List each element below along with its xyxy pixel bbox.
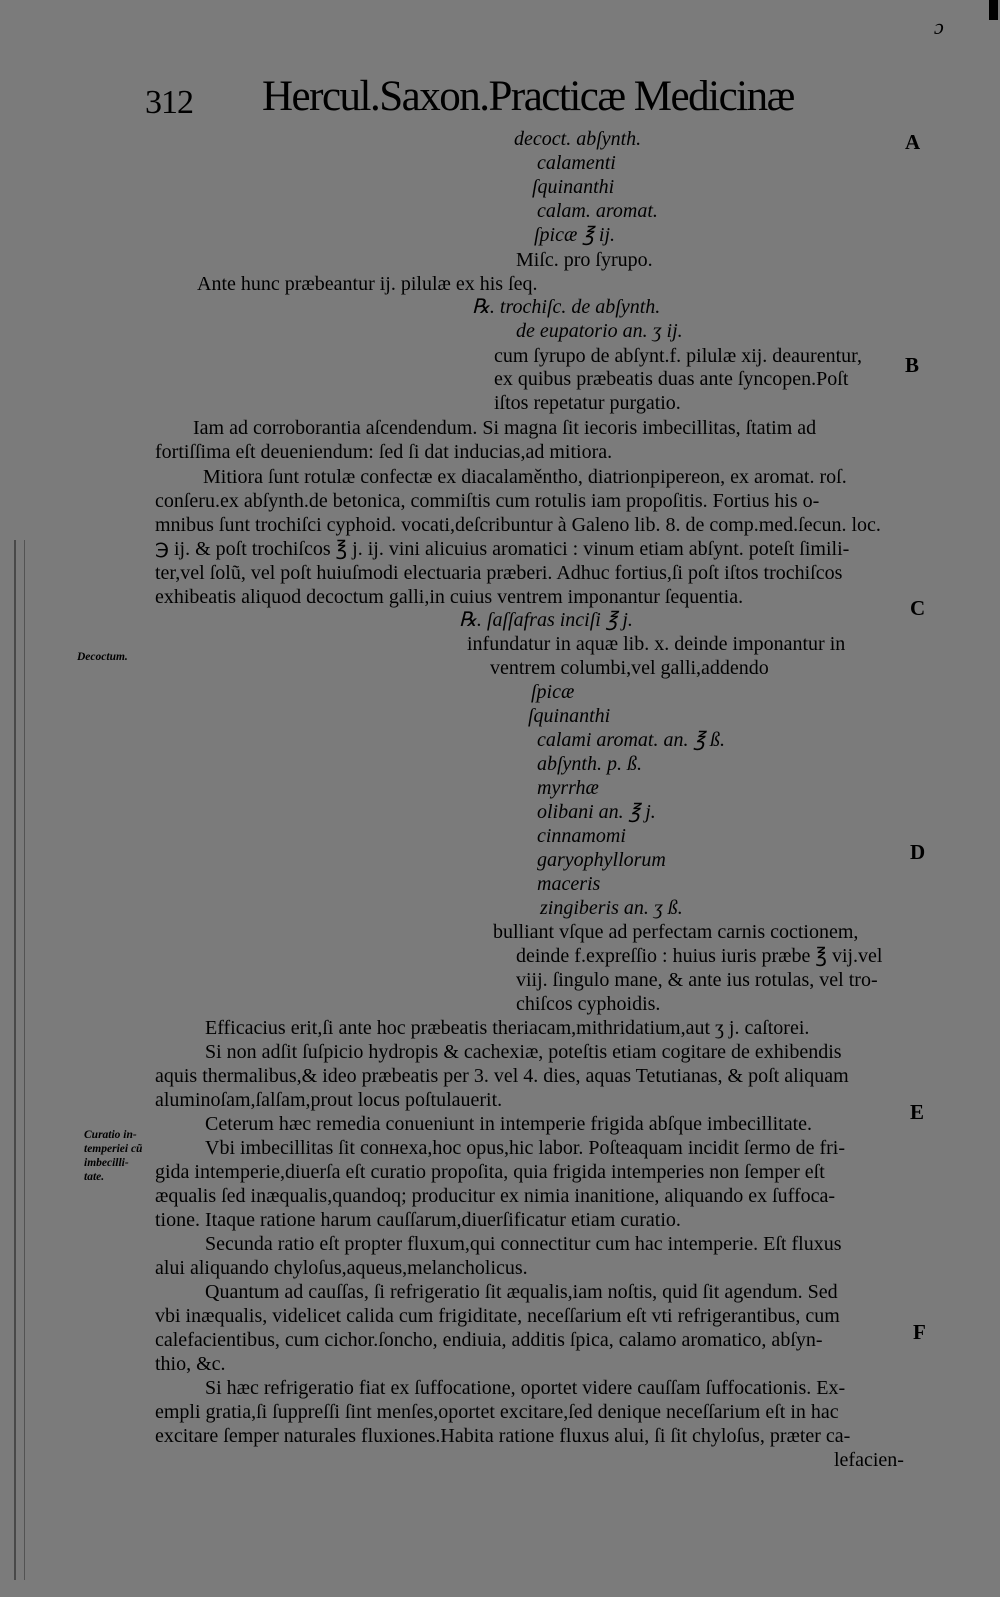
page-corner-edge (989, 0, 998, 20)
text-line: ventrem columbi,vel galli,addendo (490, 657, 769, 679)
text-line: cum ſyrupo de abſynt.f. pilulæ xij. deaurentur, (494, 345, 863, 367)
text-line: thio, &c. (155, 1353, 226, 1375)
text-line: de eupatorio an. ʒ ij. (516, 320, 683, 342)
text-line: empli gratia,ſi ſuppreſſi ſint menſes,oportet excitare,ſed denique neceſſarium eſt in hac (155, 1401, 839, 1423)
text-line: Miſc. pro ſyrupo. (516, 249, 653, 271)
text-line: ℞. trochiſc. de abſynth. (472, 296, 661, 318)
text-line: aluminoſam,ſalſam,prout locus poſtulauerit. (155, 1089, 503, 1111)
running-head: Hercul.Saxon.Practicæ Medicinæ (262, 73, 794, 120)
text-line: ſpicæ ℥ ij. (534, 224, 615, 246)
text-line: Secunda ratio eſt propter fluxum,qui connectitur cum hac intemperie. Eſt fluxus (205, 1233, 842, 1255)
text-line: lefacien- (834, 1449, 904, 1471)
text-line: iſtos repetatur purgatio. (494, 392, 681, 414)
text-line: Iam ad corroborantia aſcendendum. Si magna ſit iecoris imbecillitas, ſtatim ad (193, 417, 817, 439)
text-line: ex quibus præbeatis duas ante ſyncopen.Poſt (494, 368, 849, 390)
section-letter-b: B (905, 353, 920, 377)
text-line: Si non adſit ſuſpicio hydropis & cachexiæ, poteſtis etiam cogitare de exhibendis (205, 1041, 842, 1063)
section-letter-a: A (905, 130, 921, 154)
text-line: excitare ſemper naturales fluxiones.Habita ratione fluxus alui, ſi ſit chyloſus, præter ca- (155, 1425, 851, 1447)
text-line: calam. aromat. (537, 200, 658, 222)
text-line: alui aliquando chyloſus,aqueus,melancholicus. (155, 1257, 528, 1279)
page-binding-edge (14, 540, 25, 1580)
margin-note-curatio-2: temperiei cũ (84, 1143, 143, 1155)
text-line: ℞. ſaſſafras inciſi ℥ j. (459, 609, 633, 631)
section-letter-f: F (913, 1320, 926, 1344)
text-line: bulliant vſque ad perfectam carnis coctionem, (493, 921, 859, 943)
margin-note-curatio-3: imbecilli- (84, 1157, 129, 1169)
text-line: aquis thermalibus,& ideo præbeatis per 3. vel 4. dies, aquas Tetutianas, & poſt aliquam (155, 1065, 849, 1087)
text-line: maceris (537, 873, 601, 895)
text-line: olibani an. ℥ j. (537, 801, 656, 823)
text-line: abſynth. p. ß. (537, 753, 642, 775)
text-line: fortiſſima eſt deueniendum: ſed ſi dat inducias,ad mitiora. (155, 441, 613, 463)
section-letter-d: D (910, 840, 926, 864)
corner-mark: ɔ (934, 14, 944, 39)
text-line: vbi inæqualis, videlicet calida cum frigiditate, neceſſarium eſt vti refrigerantibus, cum (155, 1305, 840, 1327)
margin-note-decoctum: Decoctum. (77, 651, 128, 663)
margin-note-curatio-4: tate. (84, 1171, 105, 1183)
section-letter-c: C (910, 596, 926, 620)
text-line: zingiberis an. ʒ ß. (540, 897, 683, 919)
text-line: gida intemperie,diuerſa eſt curatio propoſita, quia frigida intemperies non ſemper eſt (155, 1161, 825, 1183)
text-line: decoct. abſynth. (514, 128, 642, 150)
text-line: viij. ſingulo mane, & ante ius rotulas, vel tro- (516, 969, 878, 991)
text-line: ſquinanthi (528, 705, 611, 727)
text-line: Vbi imbecillitas ſit conнexa,hoc opus,hic labor. Poſteaquam incidit ſermo de fri- (205, 1137, 845, 1159)
text-line: ℈ ij. & poſt trochiſcos ℥ j. ij. vini alicuius aromatici : vinum etiam abſynt. poteſt ſimili- (155, 538, 850, 560)
text-line: calefacientibus, cum cichor.ſoncho, endiuia, additis ſpica, calamo aromatico, abſyn- (155, 1329, 823, 1351)
text-line: cinnamomi (537, 825, 626, 847)
section-letter-e: E (910, 1100, 925, 1124)
text-line: tione. Itaque ratione harum cauſſarum,diuerſificatur etiam curatio. (155, 1209, 681, 1231)
page-number: 312 (145, 84, 193, 121)
text-line: infundatur in aquæ lib. x. deinde imponantur in (467, 633, 846, 655)
text-line: calamenti (537, 152, 616, 174)
text-line: Efficacius erit,ſi ante hoc præbeatis theriacam,mithridatium,aut ʒ j. caſtorei. (205, 1017, 810, 1039)
text-line: myrrhæ (537, 777, 599, 799)
text-line: conſeru.ex abſynth.de betonica, commiſtis cum rotulis iam propoſitis. Fortius his o- (155, 490, 820, 512)
text-line: æqualis ſed inæqualis,quandoq; producitur ex nimia inanitione, aliquando ex ſuffoca- (155, 1185, 836, 1207)
text-line: garyophyllorum (537, 849, 666, 871)
text-line: ſpicæ (531, 681, 575, 703)
text-line: Quantum ad cauſſas, ſi refrigeratio ſit æqualis,iam noſtis, quid ſit agendum. Sed (205, 1281, 838, 1303)
text-line: mnibus ſunt trochiſci cyphoid. vocati,deſcribuntur à Galeno lib. 8. de comp.med.ſecun. loc. (155, 514, 881, 536)
text-line: deinde f.expreſſio : huius iuris præbe ℥ vij.vel (516, 945, 883, 967)
margin-note-curatio-1: Curatio in- (84, 1129, 137, 1141)
text-line: Ceterum hæc remedia conueniunt in intemperie frigida abſque imbecillitate. (205, 1113, 813, 1135)
text-line: calami aromat. an. ℥ ß. (537, 729, 726, 751)
text-line: Mitiora ſunt rotulæ confectæ ex diacalaměntho, diatrionpipereon, ex aromat. roſ. (203, 466, 847, 488)
text-line: ſquinanthi (532, 176, 615, 198)
text-line: ter,vel ſolũ, vel poſt huiuſmodi electuaria præberi. Adhuc fortius,ſi poſt iſtos trochiſcos (155, 562, 843, 584)
text-line: exhibeatis aliquod decoctum galli,in cuius ventrem imponantur ſequentia. (155, 586, 744, 608)
text-line: chiſcos cyphoidis. (516, 993, 661, 1015)
text-line: Si hæc refrigeratio fiat ex ſuffocatione, oportet videre cauſſam ſuffocationis. Ex- (205, 1377, 846, 1399)
text-line: Ante hunc præbeantur ij. pilulæ ex his ſeq. (197, 273, 538, 295)
